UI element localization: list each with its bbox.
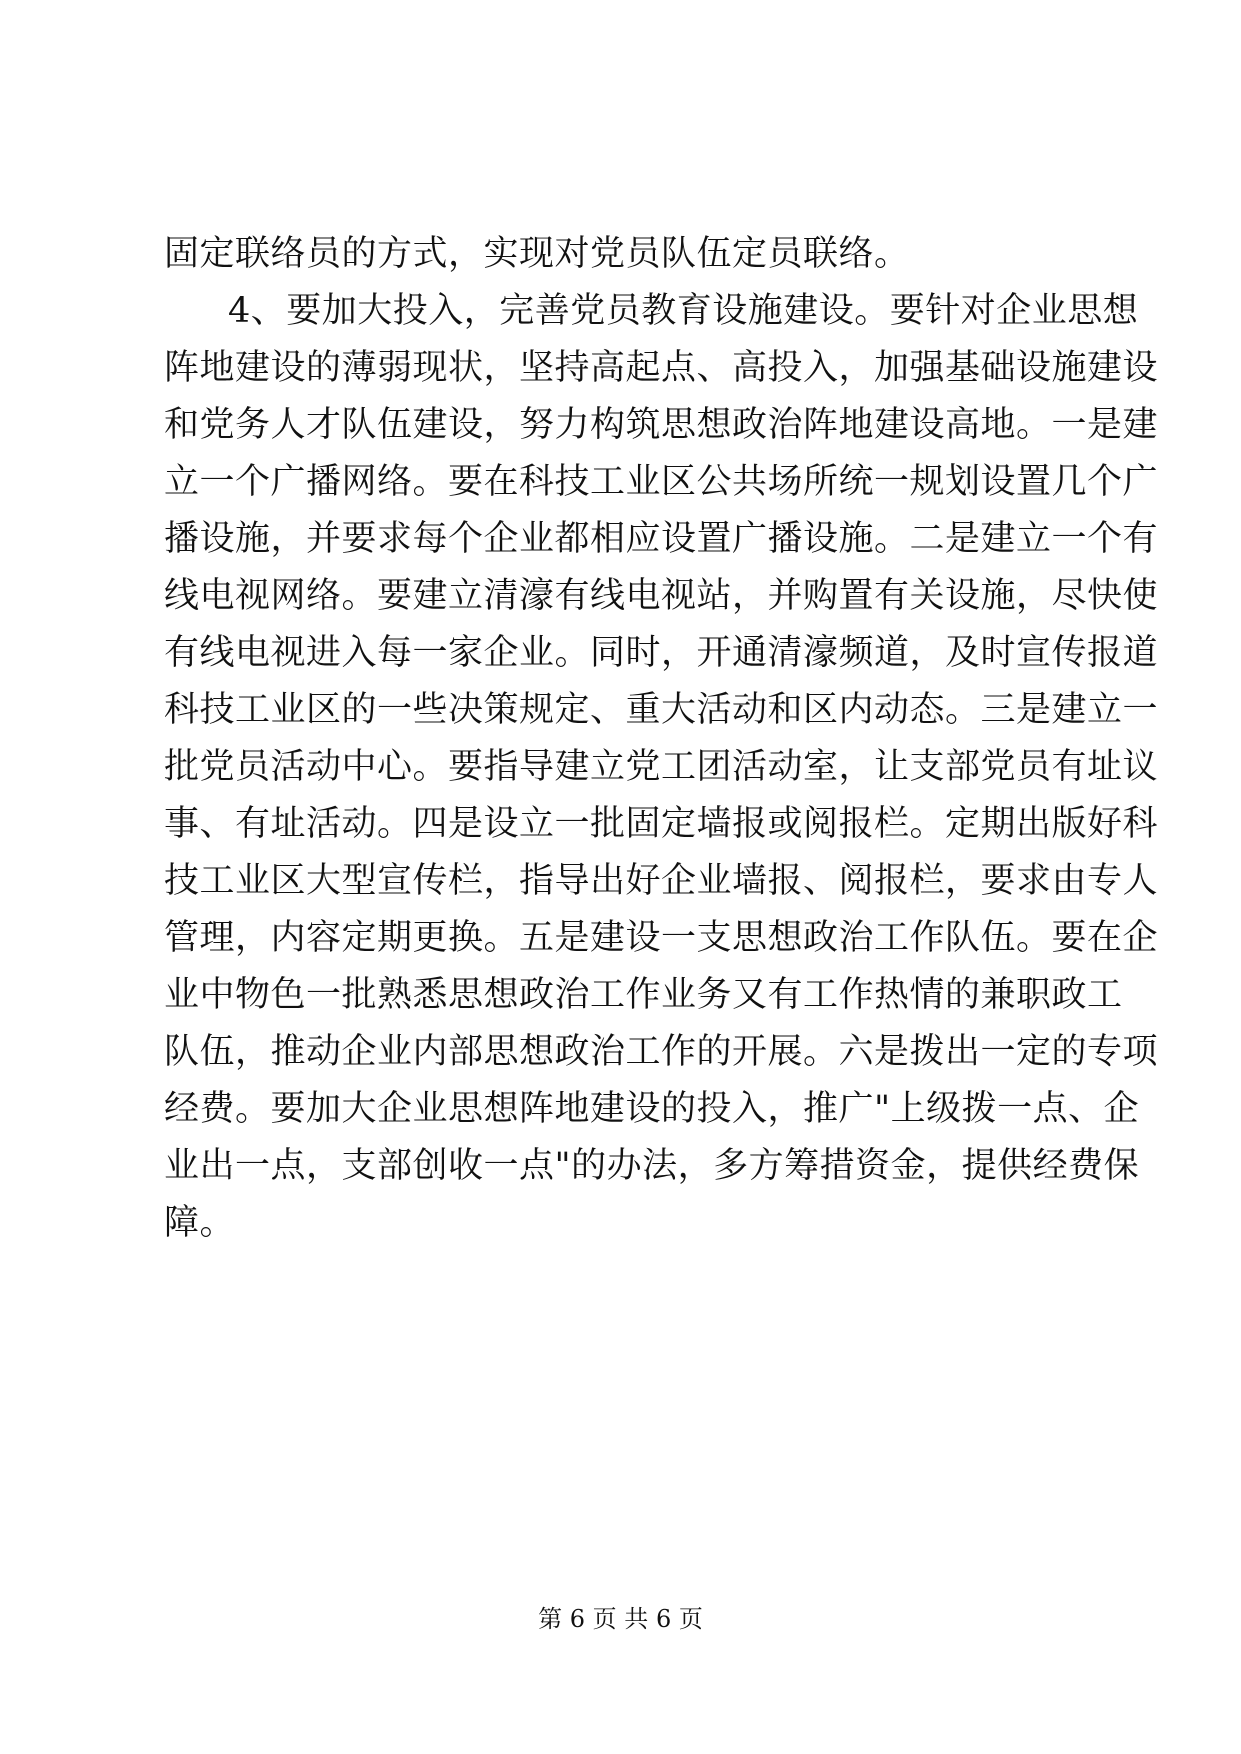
text-line-17: 业出一点，支部创收一点"的办法，多方筹措资金，提供经费保	[164, 1146, 1140, 1186]
text-line-6: 播设施，并要求每个企业都相应设置广播设施。二是建立一个有	[164, 519, 1159, 559]
text-line-10: 批党员活动中心。要指导建立党工团活动室，让支部党员有址议	[164, 747, 1159, 787]
text-line-9: 科技工业区的一些决策规定、重大活动和区内动态。三是建立一	[164, 690, 1159, 730]
text-line-7: 线电视网络。要建立清濠有线电视站，并购置有关设施，尽快使	[164, 576, 1159, 616]
text-line-16: 经费。要加大企业思想阵地建设的投入，推广"上级拨一点、企	[164, 1089, 1140, 1129]
text-line-4: 和党务人才队伍建设，努力构筑思想政治阵地建设高地。一是建	[164, 405, 1159, 445]
text-line-2: 4、要加大投入，完善党员教育设施建设。要针对企业思想	[228, 291, 1139, 331]
text-line-18: 障。	[164, 1203, 236, 1243]
text-line-8: 有线电视进入每一家企业。同时，开通清濠频道，及时宣传报道	[164, 633, 1159, 673]
text-line-12: 技工业区大型宣传栏，指导出好企业墙报、阅报栏，要求由专人	[164, 861, 1159, 901]
text-line-1: 固定联络员的方式，实现对党员队伍定员联络。	[164, 234, 910, 274]
text-line-15: 队伍，推动企业内部思想政治工作的开展。六是拨出一定的专项	[164, 1032, 1159, 1072]
text-line-11: 事、有址活动。四是设立一批固定墙报或阅报栏。定期出版好科	[164, 804, 1159, 844]
text-line-14: 业中物色一批熟悉思想政治工作业务又有工作热情的兼职政工	[164, 975, 1123, 1015]
text-line-13: 管理，内容定期更换。五是建设一支思想政治工作队伍。要在企	[164, 918, 1159, 958]
page-number: 第 6 页 共 6 页	[538, 1605, 703, 1633]
text-line-5: 立一个广播网络。要在科技工业区公共场所统一规划设置几个广	[164, 462, 1159, 502]
text-line-3: 阵地建设的薄弱现状，坚持高起点、高投入，加强基础设施建设	[164, 348, 1159, 388]
